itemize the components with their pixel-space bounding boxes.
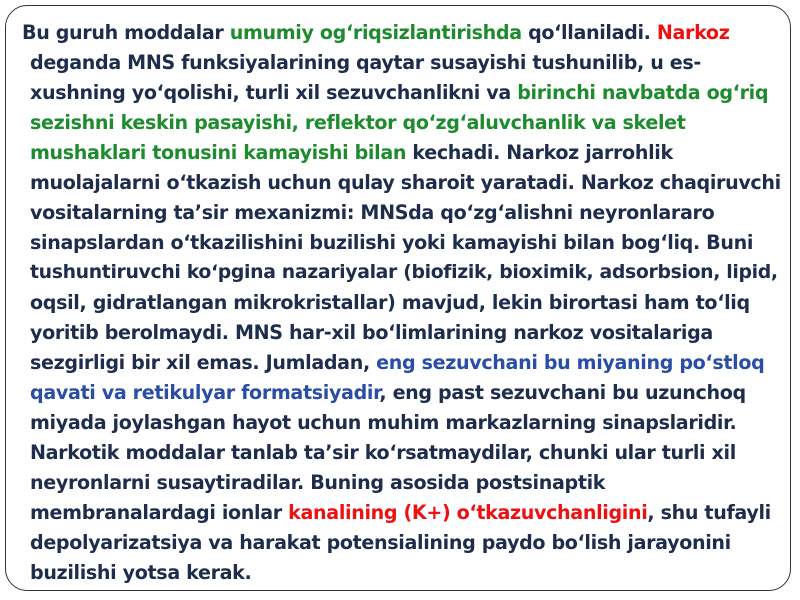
text-line <box>22 408 782 438</box>
text-line <box>22 528 782 558</box>
text-line <box>22 498 782 528</box>
text-line <box>22 18 782 48</box>
text-segment: xushning yo‘qolishi, turli xil sezuvchanlikni va <box>30 81 518 104</box>
text-segment: Bu guruh moddalar <box>22 21 230 44</box>
text-segment: depolyarizatsiya va harakat potensialining paydo bo‘lish jarayonini <box>30 531 731 554</box>
text-line <box>22 558 782 588</box>
text-segment: , eng past sezuvchani bu uzunchoq <box>379 381 746 404</box>
highlighted-text-blue: eng sezuvchani bu miyaning po‘stloq <box>376 351 765 374</box>
highlighted-text-red: kanalining (K+) o‘tkazuvchanligini <box>288 501 648 524</box>
text-line <box>22 48 782 78</box>
text-segment: Narkotik moddalar tanlab ta’sir ko‘rsatmaydilar, chunki ular turli xil <box>30 441 736 464</box>
text-segment: sinapslardan o‘tkazilishini buzilishi yoki kamayishi bilan bog‘liq. Buni <box>30 231 754 254</box>
text-line <box>22 378 782 408</box>
highlighted-text-green: umumiy og‘riqsizlantirishda <box>229 21 522 44</box>
text-segment: buzilishi yotsa kerak. <box>30 561 252 584</box>
text-line <box>22 198 782 228</box>
text-segment: oqsil, gidratlangan mikrokristallar) mavjud, lekin birortasi ham to‘liq <box>30 291 750 314</box>
highlighted-text-blue: qavati va retikulyar formatsiyadir <box>30 381 380 404</box>
text-segment: muolajalarni o‘tkazish uchun qulay sharoit yaratadi. Narkoz chaqiruvchi <box>30 171 781 194</box>
text-segment: membranalardagi ionlar <box>30 501 289 524</box>
text-segment: kechadi. Narkoz jarrohlik <box>406 141 673 164</box>
text-segment: miyada joylashgan hayot uchun muhim markazlarning sinapslaridir. <box>30 411 737 434</box>
text-line <box>22 108 782 138</box>
text-segment: vositalarning ta’sir mexanizmi: MNSda qo‘zg‘alishni neyronlararo <box>30 201 715 224</box>
text-segment: tushuntiruvchi ko‘pgina nazariyalar (biofizik, bioximik, adsorbsion, lipid, <box>30 262 778 283</box>
text-line <box>22 168 782 198</box>
text-line <box>22 228 782 258</box>
text-segment: neyronlarni susaytiradilar. Buning asosida postsinaptik <box>30 471 606 494</box>
text-line <box>22 288 782 318</box>
text-line <box>22 138 782 168</box>
highlighted-text-green: birinchi navbatda og‘riq <box>517 81 769 104</box>
body-text <box>22 18 782 588</box>
text-segment: , shu tufayli <box>647 501 771 524</box>
text-segment: deganda MNS funksiyalarining qaytar susayishi tushunilib, u es- <box>30 51 701 74</box>
text-line <box>22 258 782 288</box>
text-line <box>22 348 782 378</box>
highlighted-text-green: sezishni keskin pasayishi, reflektor qo‘zg‘aluvchanlik va skelet <box>30 111 686 134</box>
text-segment: sezgirligi bir xil emas. Jumladan, <box>30 351 377 374</box>
text-segment: qo‘llaniladi. <box>521 21 657 44</box>
highlighted-text-red: Narkoz <box>656 21 730 44</box>
slide-frame <box>5 5 791 591</box>
text-line <box>22 468 782 498</box>
highlighted-text-green: mushaklari tonusini kamayishi bilan <box>30 141 407 164</box>
text-line <box>22 318 782 348</box>
text-segment: yoritib berolmaydi. MNS har-xil bo‘limlarining narkoz vositalariga <box>30 321 713 344</box>
text-line <box>22 78 782 108</box>
text-line <box>22 438 782 468</box>
